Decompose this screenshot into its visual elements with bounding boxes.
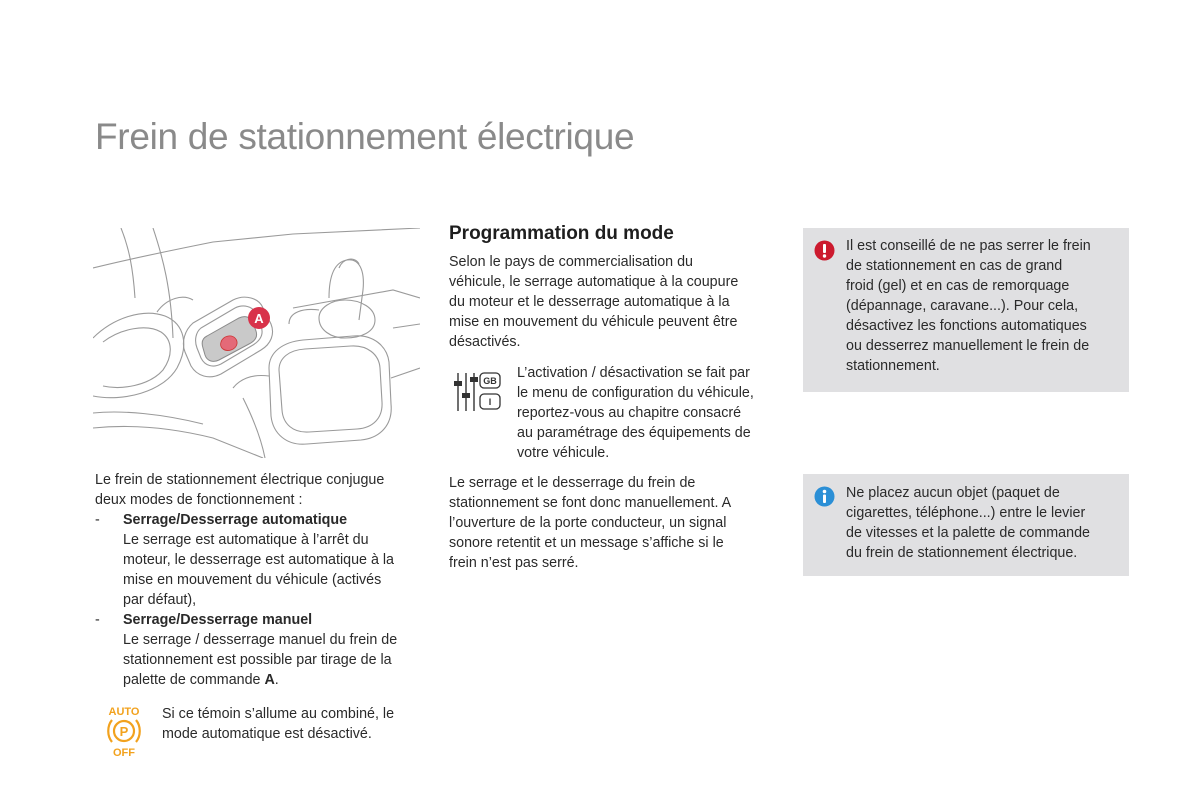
text-line: du moteur et le desserrage automatique à la — [449, 294, 730, 310]
section-heading: Programmation du mode — [449, 223, 674, 244]
intro-line: deux modes de fonctionnement : — [95, 492, 303, 508]
middle-column — [449, 224, 779, 573]
list-item-title: Serrage/Desserrage manuel — [123, 612, 313, 628]
text-line: frein n’est pas serré. — [449, 555, 579, 571]
lamp-note-line: Si ce témoin s’allume au combiné, le — [162, 706, 395, 722]
warning-lamp-note — [95, 704, 425, 758]
text-line: l’ouverture de la porte conducteur, un signal — [449, 515, 727, 531]
list-dash: - — [95, 612, 100, 628]
configuration-menu-icon — [452, 371, 504, 413]
list-item-line: moteur, le desserrage est automatique à la — [123, 552, 395, 568]
info-line: de vitesses et la palette de commande — [846, 525, 1090, 541]
configuration-note — [449, 363, 779, 463]
paragraph-3 — [449, 473, 779, 573]
text-line: Selon le pays de commercialisation du — [449, 254, 693, 270]
warning-line: Il est conseillé de ne pas serrer le frein — [846, 238, 1091, 254]
lamp-label-off: OFF — [113, 747, 135, 758]
info-line: du frein de stationnement électrique. — [846, 545, 1078, 561]
warning-line: (dépannage, caravane...). Pour cela, — [846, 298, 1079, 314]
info-icon — [814, 486, 835, 507]
intro-text — [95, 470, 425, 510]
page-title: Frein de stationnement électrique — [95, 116, 635, 157]
list-item-line: mise en mouvement du véhicule (activés — [123, 572, 382, 588]
text-line: véhicule, le serrage automatique à la coupure — [449, 274, 739, 290]
warning-line: froid (gel) et en cas de remorquage — [846, 278, 1070, 294]
left-column — [95, 470, 425, 758]
warning-box — [803, 228, 1129, 392]
console-illustration — [93, 228, 420, 458]
list-item-line: Le serrage est automatique à l’arrêt du — [123, 532, 369, 548]
text-line: au paramétrage des équipements de — [517, 425, 751, 441]
info-line: Ne placez aucun objet (paquet de — [846, 485, 1060, 501]
lamp-note-line: mode automatique est désactivé. — [162, 726, 372, 742]
text-line: votre véhicule. — [517, 445, 610, 461]
warning-exclamation-icon — [814, 240, 835, 261]
info-box — [803, 474, 1129, 576]
warning-line: désactivez les fonctions automatiques — [846, 318, 1087, 334]
text-line: stationnement se font donc manuellement. A — [449, 495, 732, 511]
warning-line: stationnement. — [846, 358, 940, 374]
intro-line: Le frein de stationnement électrique conjugue — [95, 472, 385, 488]
paragraph-1 — [449, 252, 779, 352]
list-item-title: Serrage/Desserrage automatique — [123, 512, 348, 528]
line-suffix: . — [274, 672, 279, 688]
list-item-line: Le serrage / desserrage manuel du frein de — [123, 632, 398, 648]
list-item-line — [123, 670, 425, 690]
text-line: Le serrage et le desserrage du frein de — [449, 475, 696, 491]
text-line: le menu de configuration du véhicule, — [517, 385, 754, 401]
lamp-label-p: P — [119, 724, 129, 739]
auto-p-off-icon — [103, 704, 145, 758]
text-line: mise en mouvement du véhicule peuvent être — [449, 314, 738, 330]
lamp-label-auto: AUTO — [108, 706, 140, 718]
config-label-i: I — [488, 397, 492, 407]
text-line: sonore retentit et un message s’affiche si le — [449, 535, 724, 551]
list-item-manual — [95, 610, 425, 690]
warning-line: de stationnement en cas de grand — [846, 258, 1063, 274]
line-prefix: palette de commande — [123, 672, 265, 688]
control-letter: A — [264, 672, 275, 688]
list-item-automatic — [95, 510, 425, 610]
config-label-gb: GB — [483, 376, 497, 386]
info-line: cigarettes, téléphone...) entre le levier — [846, 505, 1086, 521]
text-line: L’activation / désactivation se fait par — [517, 365, 750, 381]
list-dash: - — [95, 512, 100, 528]
list-item-line: stationnement est possible par tirage de la — [123, 652, 392, 668]
list-item-line: par défaut), — [123, 592, 197, 608]
marker-a-label: A — [254, 311, 264, 326]
warning-line: ou desserrez manuellement le frein de — [846, 338, 1090, 354]
text-line: désactivés. — [449, 334, 521, 350]
text-line: reportez-vous au chapitre consacré — [517, 405, 742, 421]
